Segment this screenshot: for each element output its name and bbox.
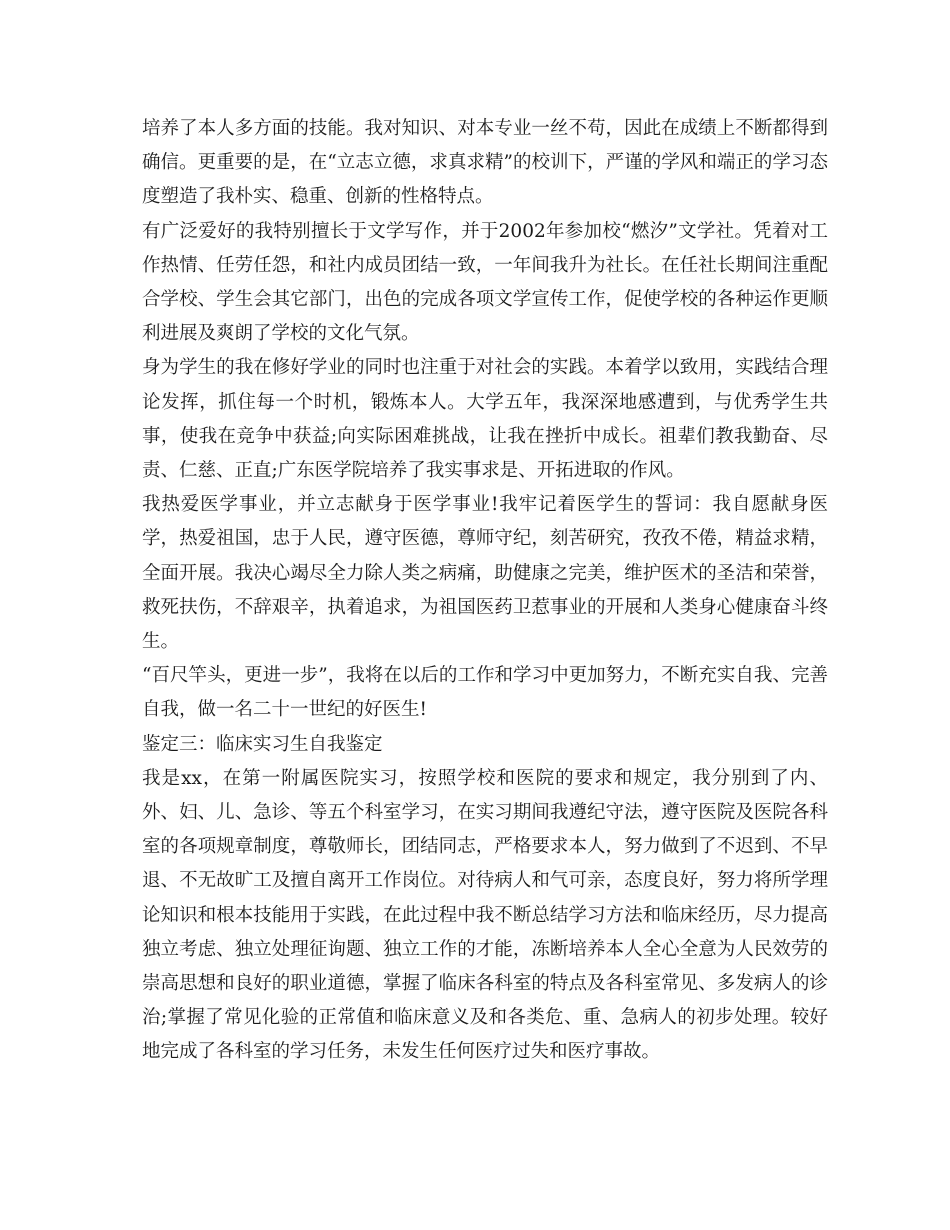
paragraph-closing-motto: “百尺竿头，更进一步”，我将在以后的工作和学习中更加努力，不断充实自我、完善自我，做一名二十一世纪的好医生! — [142, 665, 828, 721]
document-page — [142, 112, 828, 1070]
paragraph-social-practice: 身为学生的我在修好学业的同时也注重于对社会的实践。本着学以致用，实践结合理论发挥，抓住每一个时机，锻炼本人。大学五年，我深深地感遭到，与优秀学生共事，使我在竞争中获益;向实际困难挑战，让我在挫折中成长。祖辈们教我勤奋、尽责、仁慈、正直;广东医学院培养了我实事求是、开拓进取的作风。 — [142, 357, 828, 482]
paragraph-internship: 我是xx，在第一附属医院实习，按照学校和医院的要求和规定，我分别到了内、外、妇、儿、急诊、等五个科室学习，在实习期间我遵纪守法，遵守医院及医院各科室的各项规章制度，尊敬师长，团结同志，严格要求本人，努力做到了不迟到、不早退、不无故旷工及擅自离开工作岗位。对待病人和气可亲，态度良好，努力将所学理论知识和根本技能用于实践，在此过程中我不断总结学习方法和临床经历，尽力提高独立考虑、独立处理征询题、独立工作的才能，冻断培养本人全心全意为人民效劳的崇高思想和良好的职业道德，掌握了临床各科室的特点及各科室常见、多发病人的诊治;掌握了常见化验的正常值和临床意义及和各类危、重、急病人的初步处理。较好地完成了各科室的学习任务，未发生任何医疗过失和医疗事故。 — [142, 767, 828, 1063]
paragraph-skills: 培养了本人多方面的技能。我对知识、对本专业一丝不苟，因此在成绩上不断都得到确信。更重要的是，在“立志立德，求真求精”的校训下，严谨的学风和端正的学习态度塑造了我朴实、稳重、创新的性格特点。 — [142, 118, 828, 208]
paragraph-literature-club: 有广泛爱好的我特别擅长于文学写作，并于2002年参加校“燃汐”文学社。凭着对工作热情、任劳任怨，和社内成员团结一致，一年间我升为社长。在任社长期间注重配合学校、学生会其它部门，出色的完成各项文学宣传工作，促使学校的各种运作更顺利进展及爽朗了学校的文化气氛。 — [142, 220, 828, 345]
paragraph-medical-oath: 我热爱医学事业，并立志献身于医学事业!我牢记着医学生的誓词：我自愿献身医学，热爱祖国，忠于人民，遵守医德，尊师守纪，刻苦研究，孜孜不倦，精益求精，全面开展。我决心竭尽全力除人类之病痛，助健康之完美，维护医术的圣洁和荣誉，救死扶伤，不辞艰辛，执着追求，为祖国医药卫惹事业的开展和人类身心健康奋斗终生。 — [142, 494, 828, 653]
section-heading: 鉴定三：临床实习生自我鉴定 — [142, 733, 383, 755]
